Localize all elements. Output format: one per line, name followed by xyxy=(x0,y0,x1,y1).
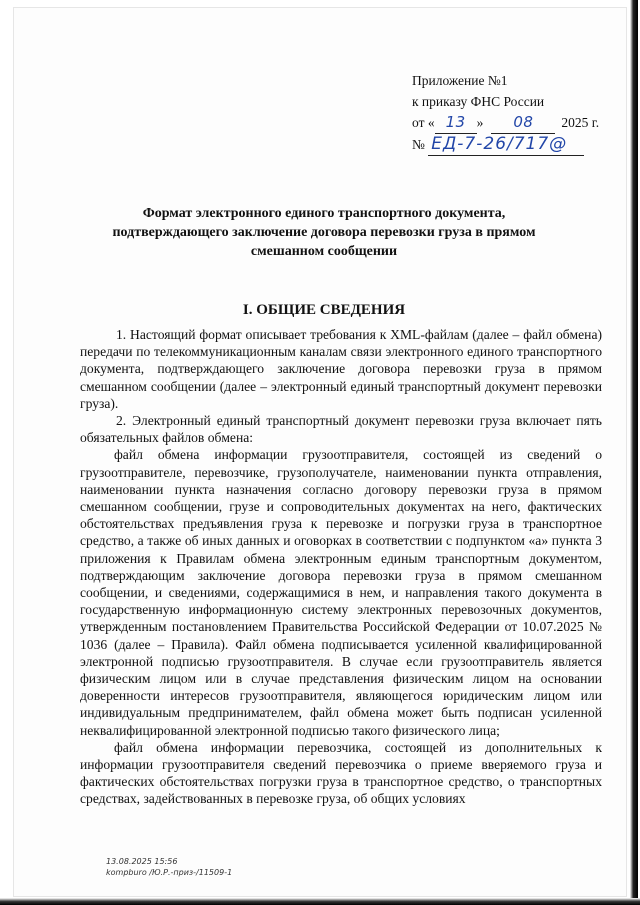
number-prefix: № xyxy=(412,137,425,152)
document-page xyxy=(14,8,626,896)
appendix-date xyxy=(412,112,612,134)
paragraph-4: файл обмена информации перевозчика, состоящей из дополнительных к информации грузоотправителя сведений перевозчика о приеме вверяемого груза и фактических обстоятельствах погрузки груза в транспортное средство, о транспортных средствах, задействованных в перевозке груза, об общих условиях xyxy=(80,739,602,807)
scan-edge-bottom xyxy=(0,898,640,905)
title-line-2: подтверждающего заключение договора перевозки груза в прямом xyxy=(112,225,536,240)
paragraph-3: файл обмена информации грузоотправителя, состоящей из сведений о грузоотправителе, перевозчике, грузополучателе, наименовании пункта отправления, наименовании пункта назначения согласно договору перевозки груза в прямом смешанном сообщении, грузе и сопроводительных документах на него, фактических обстоятельствах предъявления груза к перевозке и погрузки груза в транспортное средство, а также об иных данных и оговорках в соответствии с подпунктом «а» пункта 3 приложения к Правилам обмена электронным единым транспортным документом, подтверждающим заключение договора перевозки груза в прямом смешанном сообщении, и сведениями, содержащимися в нем, и направления такого документа в государственную информационную систему электронных перевозочных документов, утвержденным постановлением Правительства Российской Федерации от 10.07.2025 № 1036 (далее – Правила). Файл обмена подписывается усиленной квалифицированной электронной подписью грузоотправителя. В случае если грузоотправитель является физическим лицом или в случае представления физическим лицом на основании доверенности интересов грузоотправителя, являющегося юридическим лицом или индивидуальным предпринимателем, файл обмена может быть подписан усиленной неквалифицированной электронной подписью такого физического лица; xyxy=(80,447,602,738)
footer-timestamp: 13.08.2025 15:56 xyxy=(106,857,178,866)
date-day-handwritten: 13 xyxy=(435,112,477,134)
appendix-block xyxy=(412,70,612,156)
date-year: 2025 г. xyxy=(561,115,600,130)
footer-filename: kompburo /Ю.Р.-приз-/11509-1 xyxy=(106,868,233,877)
order-number-handwritten: ЕД-7-26/717@ xyxy=(428,134,584,156)
document-body xyxy=(80,326,602,808)
print-footer xyxy=(106,856,232,878)
appendix-number xyxy=(412,134,612,156)
date-mid: » xyxy=(476,115,484,130)
paragraph-2: 2. Электронный единый транспортный документ перевозки груза включает пять обязательных файлов обмена: xyxy=(80,413,602,446)
appendix-order-ref: к приказу ФНС России xyxy=(412,94,545,109)
scan-edge-right xyxy=(630,0,638,905)
title-line-1: Формат электронного единого транспортного документа, xyxy=(142,206,506,221)
document-title xyxy=(84,204,564,261)
paragraph-1: 1. Настоящий формат описывает требования к XML-файлам (далее – файл обмена) передачи по телекоммуникационным каналам связи электронного единого транспортного документа, подтверждающего заключение договора перевозки груза в прямом смешанном сообщении (далее – электронный единый транспортный документ перевозки груза). xyxy=(80,327,602,411)
date-month-handwritten: 08 xyxy=(491,112,555,134)
date-prefix: от « xyxy=(412,115,435,130)
appendix-title: Приложение №1 xyxy=(412,73,508,88)
section-heading: I. ОБЩИЕ СВЕДЕНИЯ xyxy=(242,302,406,318)
title-line-3: смешанном сообщении xyxy=(250,244,398,259)
